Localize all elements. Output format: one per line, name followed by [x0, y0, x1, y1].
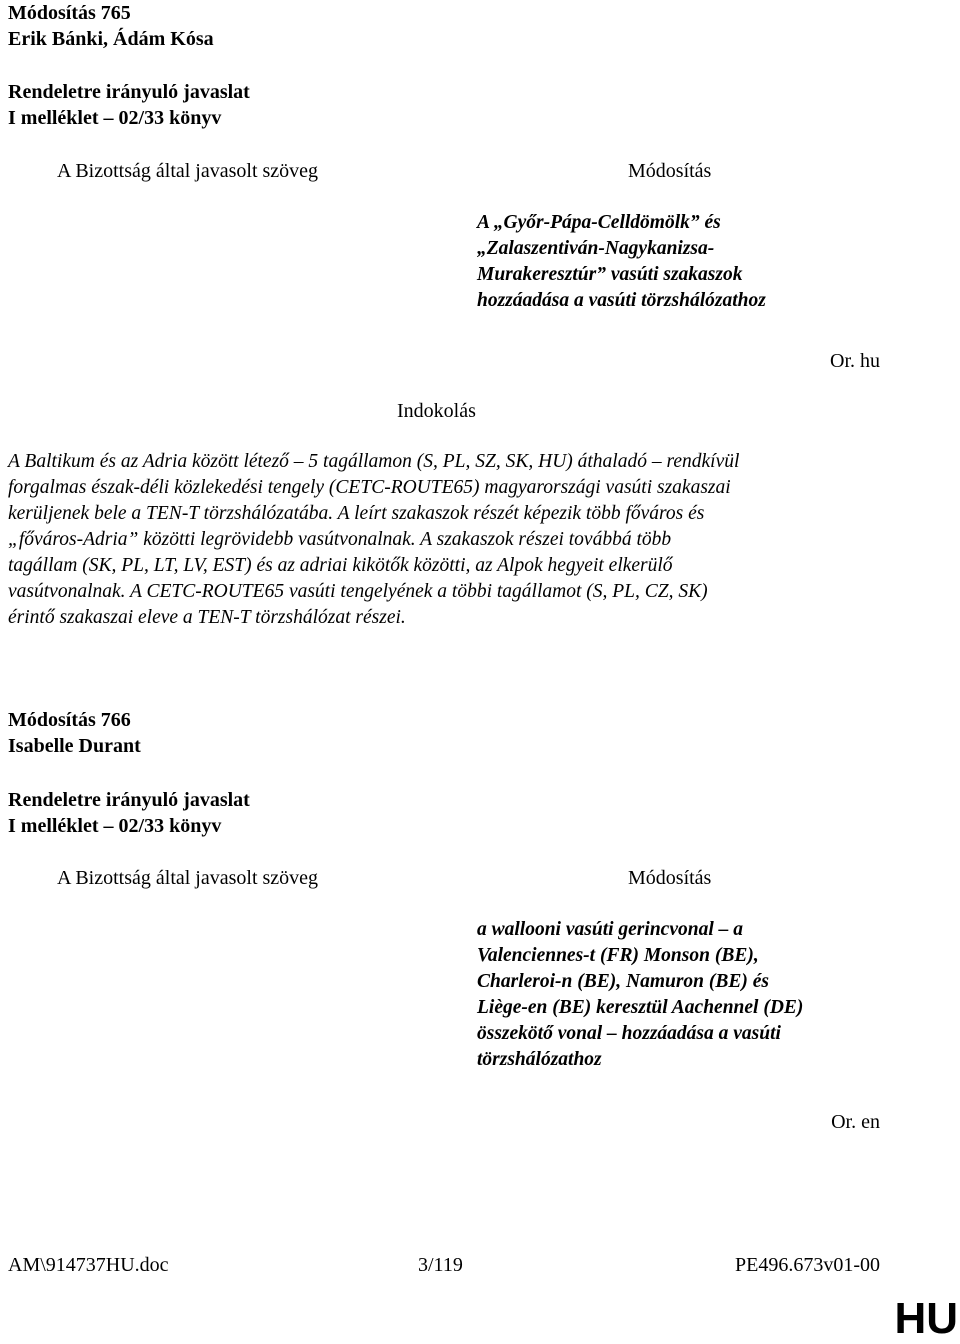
amendment-765-proposal: Rendeletre irányuló javaslat — [8, 81, 250, 103]
amendment-765-annex: I melléklet – 02/33 könyv — [8, 107, 222, 129]
amendment-line: „Zalaszentiván-Nagykanizsa- — [477, 238, 715, 259]
justification-line: A Baltikum és az Adria között létező – 5 tagállamon (S, PL, SZ, SK, HU) áthaladó – rendkívül — [8, 451, 740, 472]
amendment-line: Valenciennes-t (FR) Monson (BE), — [477, 945, 759, 966]
justification-line: vasútvonalnak. A CETC-ROUTE65 vasúti tengelyének a többi tagállamot (S, PL, CZ, SK) — [8, 581, 708, 602]
amendment-766-original-language: Or. en — [831, 1111, 880, 1133]
amendment-765-original-language: Or. hu — [830, 350, 880, 372]
amendment-line: törzshálózathoz — [477, 1049, 602, 1070]
amendment-line: Charleroi-n (BE), Namuron (BE) és — [477, 971, 770, 992]
justification-text — [8, 449, 739, 631]
amendment-765-col-right-header: Módosítás — [628, 160, 712, 182]
amendment-766-title: Módosítás 766 — [8, 709, 131, 731]
amendment-765-text — [477, 210, 766, 314]
amendment-line: hozzáadása a vasúti törzshálózathoz — [477, 290, 766, 311]
justification-line: forgalmas észak-déli közlekedési tengely (CETC-ROUTE65) magyarországi vasúti szakaszai — [8, 477, 731, 498]
amendment-765-authors: Erik Bánki, Ádám Kósa — [8, 28, 214, 50]
justification-heading: Indokolás — [397, 400, 476, 422]
amendment-766-text — [477, 917, 803, 1073]
justification-line: érintő szakaszai eleve a TEN-T törzshálózat részei. — [8, 607, 406, 628]
justification-line: tagállam (SK, PL, LT, LV, EST) és az adriai kikötők közötti, az Alpok hegyeit elkerülő — [8, 555, 673, 576]
amendment-766-annex: I melléklet – 02/33 könyv — [8, 815, 222, 837]
justification-line: „főváros-Adria” közötti legrövidebb vasútvonalnak. A szakaszok részei továbbá több — [8, 529, 672, 550]
amendment-766-col-left-header: A Bizottság által javasolt szöveg — [57, 867, 319, 889]
amendment-766-authors: Isabelle Durant — [8, 735, 141, 757]
amendment-line: Liège-en (BE) keresztül Aachennel (DE) — [477, 997, 804, 1018]
amendment-765-col-left-header: A Bizottság által javasolt szöveg — [57, 160, 319, 182]
amendment-line: a wallooni vasúti gerincvonal – a — [477, 919, 743, 940]
amendment-line: Murakeresztúr” vasúti szakaszok — [477, 264, 743, 285]
footer-page-number: 3/119 — [418, 1254, 463, 1276]
footer-language-code: HU — [894, 1294, 958, 1343]
amendment-line: összekötő vonal – hozzáadása a vasúti — [477, 1023, 781, 1044]
amendment-line: A „Győr-Pápa-Celldömölk” és — [477, 212, 721, 233]
amendment-765-title: Módosítás 765 — [8, 2, 131, 24]
justification-line: kerüljenek bele a TEN-T törzshálózatába. A leírt szakaszok részét képezik több főváros és — [8, 503, 705, 524]
amendment-766-col-right-header: Módosítás — [628, 867, 712, 889]
footer-doc-ref: AM\914737HU.doc — [8, 1254, 169, 1276]
footer-pe-ref: PE496.673v01-00 — [735, 1254, 880, 1276]
amendment-766-proposal: Rendeletre irányuló javaslat — [8, 789, 250, 811]
